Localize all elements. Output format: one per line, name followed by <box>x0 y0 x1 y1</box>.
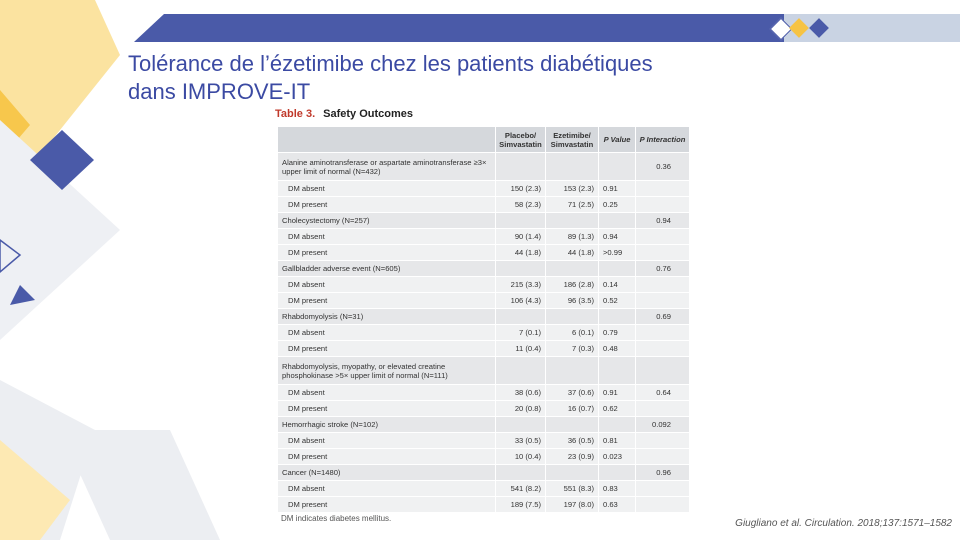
p-interaction-cell <box>636 293 690 309</box>
table-row <box>278 197 690 213</box>
outcome-cell: Cholecystectomy (N=257) <box>278 213 496 229</box>
placebo-cell <box>496 309 546 325</box>
header-outcome <box>278 127 496 153</box>
p-value-cell: 0.91 <box>599 181 636 197</box>
placebo-cell <box>496 465 546 481</box>
p-value-cell <box>599 309 636 325</box>
slide-title-line-2: dans IMPROVE-IT <box>128 79 311 104</box>
outcome-cell: Alanine aminotransferase or aspartate aminotransferase ≥3× upper limit of normal (N=432) <box>278 153 496 181</box>
table-footnote: DM indicates diabetes mellitus. <box>281 514 392 523</box>
table-row <box>278 277 690 293</box>
ezetimibe-cell: 186 (2.8) <box>546 277 599 293</box>
outcome-cell: DM present <box>278 245 496 261</box>
placebo-cell <box>496 261 546 277</box>
placebo-cell: 10 (0.4) <box>496 449 546 465</box>
p-value-cell <box>599 465 636 481</box>
p-value-cell <box>599 213 636 229</box>
ezetimibe-cell <box>546 309 599 325</box>
placebo-cell: 106 (4.3) <box>496 293 546 309</box>
slide-title <box>128 50 848 106</box>
p-value-cell: 0.83 <box>599 481 636 497</box>
grey-bottom-right-shape <box>60 430 220 540</box>
p-interaction-cell <box>636 449 690 465</box>
ezetimibe-cell <box>546 153 599 181</box>
header-placebo: Placebo/ Simvastatin <box>496 127 546 153</box>
placebo-cell <box>496 213 546 229</box>
p-value-cell: 0.79 <box>599 325 636 341</box>
ezetimibe-cell: 551 (8.3) <box>546 481 599 497</box>
p-interaction-cell <box>636 497 690 513</box>
header-p-value: P Value <box>599 127 636 153</box>
p-interaction-cell <box>636 277 690 293</box>
table-category-row <box>278 357 690 385</box>
table-category-row <box>278 309 690 325</box>
outcome-cell: DM absent <box>278 229 496 245</box>
outcome-cell: DM absent <box>278 277 496 293</box>
p-interaction-cell: 0.96 <box>636 465 690 481</box>
ezetimibe-cell: 6 (0.1) <box>546 325 599 341</box>
ezetimibe-cell: 71 (2.5) <box>546 197 599 213</box>
p-interaction-cell <box>636 245 690 261</box>
placebo-cell: 38 (0.6) <box>496 385 546 401</box>
p-value-cell: 0.62 <box>599 401 636 417</box>
outcome-cell: DM absent <box>278 181 496 197</box>
p-value-cell <box>599 357 636 385</box>
ezetimibe-cell: 197 (8.0) <box>546 497 599 513</box>
outcome-cell: Rhabdomyolysis (N=31) <box>278 309 496 325</box>
table-row <box>278 245 690 261</box>
ezetimibe-cell: 89 (1.3) <box>546 229 599 245</box>
header-ezetimibe: Ezetimibe/ Simvastatin <box>546 127 599 153</box>
slide-title-line-1: Tolérance de l’ézetimibe chez les patients diabétiques <box>128 51 653 76</box>
table-row <box>278 229 690 245</box>
table-row <box>278 481 690 497</box>
outcome-cell: DM present <box>278 293 496 309</box>
outcome-cell: Cancer (N=1480) <box>278 465 496 481</box>
placebo-cell: 11 (0.4) <box>496 341 546 357</box>
placebo-cell: 58 (2.3) <box>496 197 546 213</box>
placebo-cell: 44 (1.8) <box>496 245 546 261</box>
ezetimibe-cell: 16 (0.7) <box>546 401 599 417</box>
header-banner <box>134 14 784 42</box>
p-interaction-cell <box>636 481 690 497</box>
p-interaction-cell: 0.94 <box>636 213 690 229</box>
placebo-cell <box>496 357 546 385</box>
p-interaction-cell <box>636 197 690 213</box>
p-interaction-cell <box>636 401 690 417</box>
citation: Giugliano et al. Circulation. 2018;137:1571–1582 <box>735 518 952 529</box>
p-value-cell: 0.48 <box>599 341 636 357</box>
ezetimibe-cell <box>546 261 599 277</box>
table-category-row <box>278 213 690 229</box>
outcome-cell: DM present <box>278 341 496 357</box>
outcome-cell: DM present <box>278 449 496 465</box>
p-interaction-cell: 0.69 <box>636 309 690 325</box>
p-value-cell: 0.14 <box>599 277 636 293</box>
ezetimibe-cell <box>546 357 599 385</box>
table-body <box>278 153 690 513</box>
p-interaction-cell <box>636 181 690 197</box>
p-value-cell: 0.81 <box>599 433 636 449</box>
table-row <box>278 181 690 197</box>
placebo-cell: 215 (3.3) <box>496 277 546 293</box>
table-row <box>278 401 690 417</box>
p-value-cell: 0.023 <box>599 449 636 465</box>
p-interaction-cell: 0.64 <box>636 385 690 401</box>
table-category-row <box>278 153 690 181</box>
outcome-cell: DM absent <box>278 481 496 497</box>
outcome-cell: DM absent <box>278 385 496 401</box>
placebo-cell: 7 (0.1) <box>496 325 546 341</box>
ezetimibe-cell <box>546 417 599 433</box>
placebo-cell: 33 (0.5) <box>496 433 546 449</box>
ezetimibe-cell: 37 (0.6) <box>546 385 599 401</box>
placebo-cell <box>496 417 546 433</box>
placebo-cell: 150 (2.3) <box>496 181 546 197</box>
p-interaction-cell <box>636 357 690 385</box>
p-interaction-cell <box>636 325 690 341</box>
outcome-cell: DM present <box>278 197 496 213</box>
p-value-cell: 0.91 <box>599 385 636 401</box>
p-interaction-cell <box>636 341 690 357</box>
table-header-row <box>278 127 690 153</box>
p-value-cell <box>599 261 636 277</box>
outcome-cell: Gallbladder adverse event (N=605) <box>278 261 496 277</box>
header-p-interaction: P Interaction <box>636 127 690 153</box>
ezetimibe-cell <box>546 213 599 229</box>
ezetimibe-cell: 7 (0.3) <box>546 341 599 357</box>
table-caption <box>275 108 413 120</box>
p-value-cell <box>599 153 636 181</box>
p-value-cell: >0.99 <box>599 245 636 261</box>
outcome-cell: Hemorrhagic stroke (N=102) <box>278 417 496 433</box>
table-category-row <box>278 261 690 277</box>
outcome-cell: DM absent <box>278 433 496 449</box>
table-row <box>278 433 690 449</box>
p-interaction-cell: 0.092 <box>636 417 690 433</box>
outcome-cell: DM present <box>278 497 496 513</box>
ezetimibe-cell: 44 (1.8) <box>546 245 599 261</box>
table-label: Table 3. <box>275 108 316 120</box>
p-value-cell: 0.94 <box>599 229 636 245</box>
table-name: Safety Outcomes <box>323 108 414 120</box>
ezetimibe-cell <box>546 465 599 481</box>
table-row <box>278 341 690 357</box>
table-category-row <box>278 465 690 481</box>
table-row <box>278 449 690 465</box>
p-value-cell <box>599 417 636 433</box>
table-row <box>278 293 690 309</box>
p-value-cell: 0.52 <box>599 293 636 309</box>
p-value-cell: 0.63 <box>599 497 636 513</box>
ezetimibe-cell: 153 (2.3) <box>546 181 599 197</box>
p-interaction-cell <box>636 229 690 245</box>
p-interaction-cell: 0.36 <box>636 153 690 181</box>
placebo-cell: 20 (0.8) <box>496 401 546 417</box>
placebo-cell: 90 (1.4) <box>496 229 546 245</box>
placebo-cell: 541 (8.2) <box>496 481 546 497</box>
p-value-cell: 0.25 <box>599 197 636 213</box>
safety-outcomes-table <box>277 126 690 513</box>
ezetimibe-cell: 96 (3.5) <box>546 293 599 309</box>
table-row <box>278 325 690 341</box>
outcome-cell: DM absent <box>278 325 496 341</box>
placebo-cell <box>496 153 546 181</box>
table-category-row <box>278 417 690 433</box>
p-interaction-cell: 0.76 <box>636 261 690 277</box>
outcome-cell: Rhabdomyolysis, myopathy, or elevated creatine phosphokinase >5× upper limit of normal (N=111) <box>278 357 496 385</box>
ezetimibe-cell: 36 (0.5) <box>546 433 599 449</box>
placebo-cell: 189 (7.5) <box>496 497 546 513</box>
p-interaction-cell <box>636 433 690 449</box>
table-row <box>278 385 690 401</box>
outcome-cell: DM present <box>278 401 496 417</box>
ezetimibe-cell: 23 (0.9) <box>546 449 599 465</box>
table-row <box>278 497 690 513</box>
